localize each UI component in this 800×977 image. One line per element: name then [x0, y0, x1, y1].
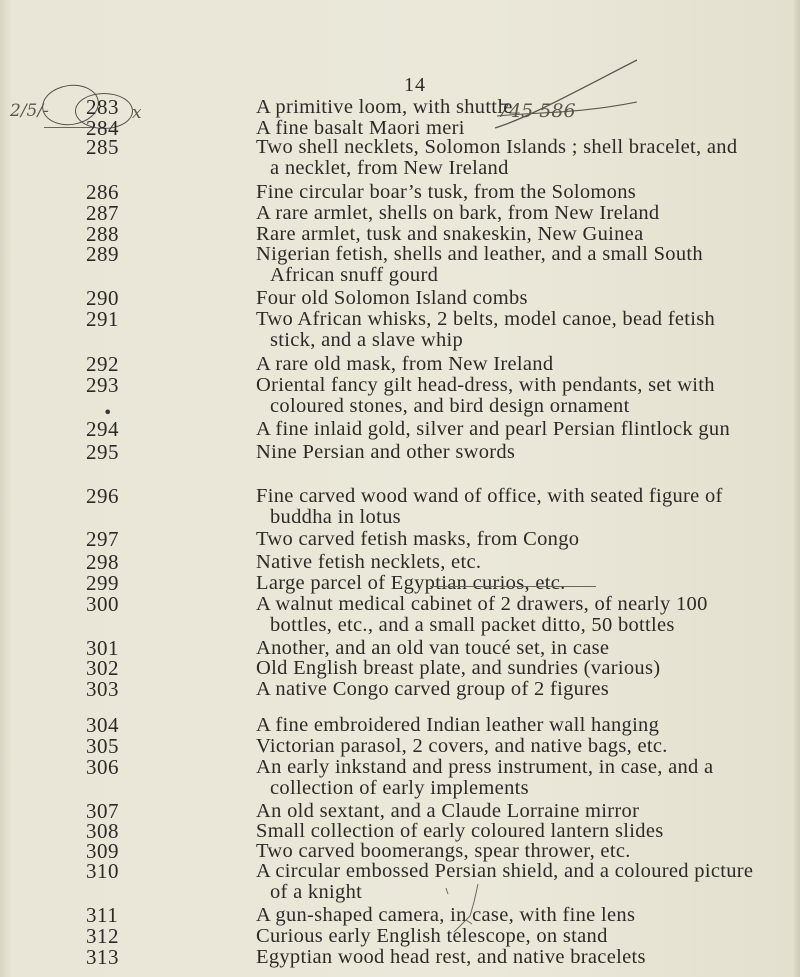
- lot-description-continued: collection of early implements: [270, 777, 529, 799]
- lot-description: A fine embroidered Indian leather wall hanging: [256, 714, 660, 736]
- lot-description: Two carved boomerangs, spear thrower, etc.: [256, 840, 631, 862]
- lot-description-continued: a necklet, from New Ireland: [270, 157, 509, 179]
- lot-description: A primitive loom, with shuttle: [256, 96, 513, 118]
- lot-number: 312: [86, 924, 119, 948]
- lot-description: Two shell necklets, Solomon Islands ; shell bracelet, and: [256, 136, 738, 158]
- lot-description: Rare armlet, tusk and snakeskin, New Guinea: [256, 223, 644, 245]
- lot-number: 295: [86, 440, 119, 464]
- handwritten-margin-note: 2/5/-: [10, 101, 49, 121]
- lot-description: An early inkstand and press instrument, in case, and a: [256, 756, 714, 778]
- lot-number: 308: [86, 819, 119, 843]
- pencil-mark: [430, 880, 510, 940]
- lot-description: Nigerian fetish, shells and leather, and a small South: [256, 243, 703, 265]
- lot-number: 283: [86, 95, 119, 119]
- lot-number: 284: [86, 116, 119, 140]
- lot-description: A rare old mask, from New Ireland: [256, 353, 554, 375]
- lot-description: Oriental fancy gilt head-dress, with pendants, set with: [256, 374, 715, 396]
- lot-number: 303: [86, 677, 119, 701]
- lot-description-continued: coloured stones, and bird design ornament: [270, 395, 630, 417]
- lot-description: Two carved fetish masks, from Congo: [256, 528, 580, 550]
- lot-number: 297: [86, 527, 119, 551]
- lot-number: 313: [86, 945, 119, 969]
- lot-number: 300: [86, 592, 119, 616]
- lot-number: 292: [86, 352, 119, 376]
- lot-description: Small collection of early coloured lantern slides: [256, 820, 664, 842]
- lot-description: Two African whisks, 2 belts, model canoe, bead fetish: [256, 308, 716, 330]
- lot-number: 311: [86, 903, 119, 927]
- lot-number: 301: [86, 636, 119, 660]
- lot-number: 293: [86, 373, 119, 397]
- lot-number: 302: [86, 656, 119, 680]
- handwritten-tick: x: [132, 103, 142, 123]
- lot-number: 290: [86, 286, 119, 310]
- lot-description: Old English breast plate, and sundries (various): [256, 657, 661, 679]
- lot-description-continued: bottles, etc., and a small packet ditto, 50 bottles: [270, 614, 675, 636]
- lot-description: Large parcel of Egyptian curios, etc.: [256, 572, 566, 594]
- lot-description: A gun-shaped camera, in case, with fine lens: [256, 904, 636, 926]
- lot-number: 289: [86, 242, 119, 266]
- lot-number: 287: [86, 201, 119, 225]
- lot-number: 307: [86, 799, 119, 823]
- lot-description-continued: African snuff gourd: [270, 264, 439, 286]
- lot-description: Egyptian wood head rest, and native bracelets: [256, 946, 646, 968]
- lot-number: 309: [86, 839, 119, 863]
- lot-number: 288: [86, 222, 119, 246]
- lot-number: 296: [86, 484, 119, 508]
- lot-number: 298: [86, 550, 119, 574]
- handwritten-dot: •: [103, 403, 113, 422]
- section-divider: [430, 586, 596, 587]
- lot-number: 291: [86, 307, 119, 331]
- lot-number: 310: [86, 859, 119, 883]
- lot-description: A fine inlaid gold, silver and pearl Persian flintlock gun: [256, 418, 730, 440]
- lot-description-continued: stick, and a slave whip: [270, 329, 464, 351]
- lot-number: 286: [86, 180, 119, 204]
- page-number: 14: [404, 74, 426, 96]
- handwritten-price: 745 586: [497, 100, 576, 122]
- lot-description: Four old Solomon Island combs: [256, 287, 528, 309]
- lot-description: Nine Persian and other swords: [256, 441, 516, 463]
- lot-description: A fine basalt Maori meri: [256, 117, 465, 139]
- lot-number: 294: [86, 417, 119, 441]
- lot-description: Fine carved wood wand of office, with seated figure of: [256, 485, 723, 507]
- lot-number: 305: [86, 734, 119, 758]
- lot-description: A native Congo carved group of 2 figures: [256, 678, 610, 700]
- lot-description: A circular embossed Persian shield, and a coloured picture: [256, 860, 754, 882]
- lot-description: Native fetish necklets, etc.: [256, 551, 482, 573]
- lot-number: 304: [86, 713, 119, 737]
- lot-number: 306: [86, 755, 119, 779]
- lot-description: A rare armlet, shells on bark, from New Ireland: [256, 202, 660, 224]
- lot-number: 299: [86, 571, 119, 595]
- lot-description: A walnut medical cabinet of 2 drawers, of nearly 100: [256, 593, 708, 615]
- lot-description-continued: of a knight: [270, 881, 363, 903]
- lot-description: Curious early English telescope, on stand: [256, 925, 608, 947]
- lot-description: An old sextant, and a Claude Lorraine mirror: [256, 800, 640, 822]
- page-edge: [794, 0, 800, 977]
- lot-description: Another, and an old van toucé set, in case: [256, 637, 610, 659]
- lot-number: 285: [86, 135, 119, 159]
- lot-description-continued: buddha in lotus: [270, 506, 401, 528]
- lot-description: Victorian parasol, 2 covers, and native bags, etc.: [256, 735, 668, 757]
- lot-description: Fine circular boar’s tusk, from the Solomons: [256, 181, 637, 203]
